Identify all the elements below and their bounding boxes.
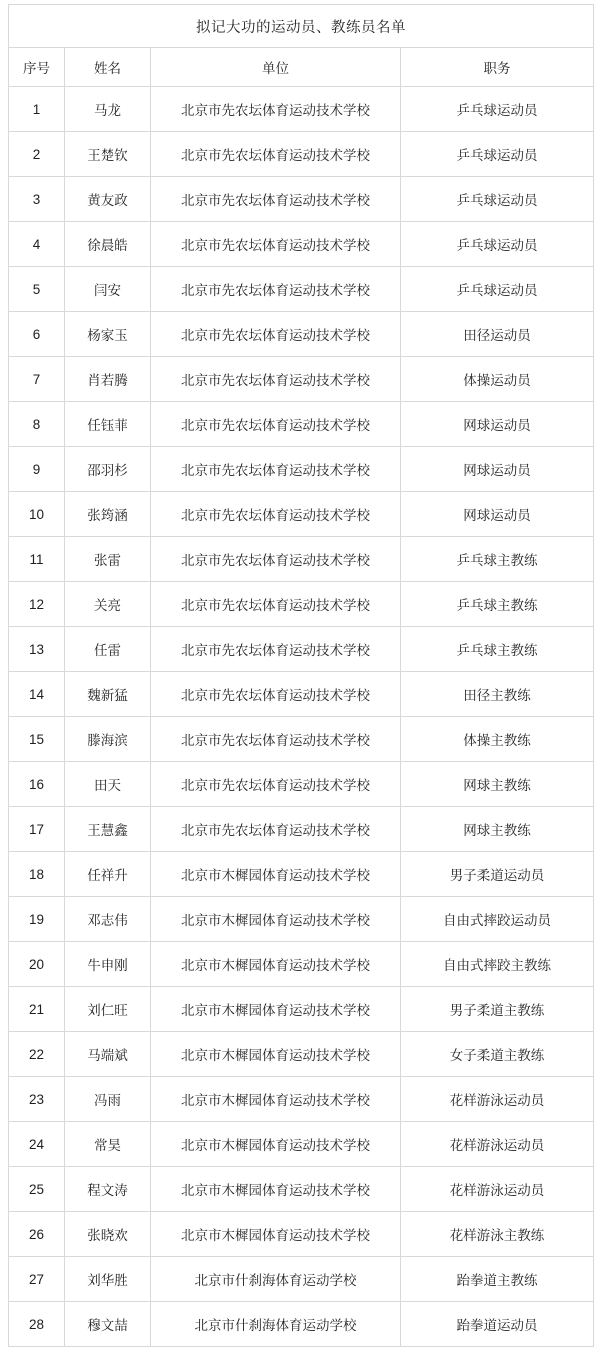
row-role: 网球运动员 (401, 447, 594, 492)
row-unit: 北京市木樨园体育运动技术学校 (151, 1032, 401, 1077)
row-name: 牛申刚 (65, 942, 151, 987)
row-unit: 北京市木樨园体育运动技术学校 (151, 1167, 401, 1212)
table-body (9, 87, 594, 1347)
row-role: 花样游泳运动员 (401, 1122, 594, 1167)
table-row (9, 942, 594, 987)
row-index: 27 (9, 1257, 65, 1302)
row-name: 闫安 (65, 267, 151, 312)
row-role: 田径主教练 (401, 672, 594, 717)
row-name: 马龙 (65, 87, 151, 132)
table-row (9, 627, 594, 672)
row-role: 乒乓球运动员 (401, 132, 594, 177)
row-role: 女子柔道主教练 (401, 1032, 594, 1077)
row-role: 乒乓球运动员 (401, 177, 594, 222)
row-name: 张筠涵 (65, 492, 151, 537)
row-name: 肖若腾 (65, 357, 151, 402)
row-role: 乒乓球运动员 (401, 267, 594, 312)
row-role: 乒乓球运动员 (401, 222, 594, 267)
row-role: 乒乓球主教练 (401, 582, 594, 627)
row-role: 乒乓球运动员 (401, 87, 594, 132)
row-unit: 北京市木樨园体育运动技术学校 (151, 1077, 401, 1122)
table-row (9, 1077, 594, 1122)
row-index: 5 (9, 267, 65, 312)
row-role: 体操主教练 (401, 717, 594, 762)
row-index: 22 (9, 1032, 65, 1077)
row-name: 杨家玉 (65, 312, 151, 357)
row-name: 邵羽杉 (65, 447, 151, 492)
row-index: 1 (9, 87, 65, 132)
row-role: 网球主教练 (401, 762, 594, 807)
row-unit: 北京市先农坛体育运动技术学校 (151, 132, 401, 177)
table-row (9, 357, 594, 402)
row-index: 19 (9, 897, 65, 942)
row-name: 刘华胜 (65, 1257, 151, 1302)
row-name: 徐晨皓 (65, 222, 151, 267)
row-name: 魏新猛 (65, 672, 151, 717)
table-row (9, 672, 594, 717)
row-role: 花样游泳运动员 (401, 1077, 594, 1122)
row-role: 网球运动员 (401, 492, 594, 537)
table-row (9, 582, 594, 627)
row-unit: 北京市木樨园体育运动技术学校 (151, 987, 401, 1032)
table-row (9, 897, 594, 942)
row-index: 24 (9, 1122, 65, 1167)
row-unit: 北京市先农坛体育运动技术学校 (151, 402, 401, 447)
table-row (9, 132, 594, 177)
row-unit: 北京市木樨园体育运动技术学校 (151, 897, 401, 942)
table-row (9, 492, 594, 537)
row-role: 体操运动员 (401, 357, 594, 402)
table-row (9, 1212, 594, 1257)
row-role: 花样游泳主教练 (401, 1212, 594, 1257)
row-unit: 北京市先农坛体育运动技术学校 (151, 537, 401, 582)
row-index: 13 (9, 627, 65, 672)
row-name: 穆文喆 (65, 1302, 151, 1347)
table-row (9, 177, 594, 222)
row-index: 18 (9, 852, 65, 897)
row-index: 26 (9, 1212, 65, 1257)
row-index: 7 (9, 357, 65, 402)
row-unit: 北京市先农坛体育运动技术学校 (151, 177, 401, 222)
row-unit: 北京市什刹海体育运动学校 (151, 1257, 401, 1302)
row-index: 28 (9, 1302, 65, 1347)
row-unit: 北京市先农坛体育运动技术学校 (151, 447, 401, 492)
table-row (9, 1032, 594, 1077)
row-role: 男子柔道运动员 (401, 852, 594, 897)
table-row (9, 222, 594, 267)
row-unit: 北京市先农坛体育运动技术学校 (151, 267, 401, 312)
row-role: 网球运动员 (401, 402, 594, 447)
column-header-role: 职务 (401, 48, 594, 87)
row-name: 任雷 (65, 627, 151, 672)
page-title: 拟记大功的运动员、教练员名单 (9, 5, 594, 48)
row-name: 黄友政 (65, 177, 151, 222)
row-index: 6 (9, 312, 65, 357)
row-name: 王楚钦 (65, 132, 151, 177)
row-name: 邓志伟 (65, 897, 151, 942)
row-role: 田径运动员 (401, 312, 594, 357)
table-row (9, 267, 594, 312)
row-name: 张雷 (65, 537, 151, 582)
table-row (9, 1257, 594, 1302)
row-unit: 北京市先农坛体育运动技术学校 (151, 717, 401, 762)
row-role: 乒乓球主教练 (401, 537, 594, 582)
row-unit: 北京市先农坛体育运动技术学校 (151, 87, 401, 132)
row-unit: 北京市先农坛体育运动技术学校 (151, 762, 401, 807)
table-row (9, 987, 594, 1032)
column-header-name: 姓名 (65, 48, 151, 87)
row-index: 20 (9, 942, 65, 987)
table-row (9, 807, 594, 852)
row-unit: 北京市先农坛体育运动技术学校 (151, 627, 401, 672)
row-index: 2 (9, 132, 65, 177)
row-unit: 北京市先农坛体育运动技术学校 (151, 807, 401, 852)
row-index: 10 (9, 492, 65, 537)
row-role: 自由式摔跤主教练 (401, 942, 594, 987)
row-index: 23 (9, 1077, 65, 1122)
row-index: 14 (9, 672, 65, 717)
table-row (9, 537, 594, 582)
row-index: 15 (9, 717, 65, 762)
table-row (9, 762, 594, 807)
row-name: 任钰菲 (65, 402, 151, 447)
row-name: 任祥升 (65, 852, 151, 897)
row-unit: 北京市木樨园体育运动技术学校 (151, 1122, 401, 1167)
table-row (9, 447, 594, 492)
row-index: 21 (9, 987, 65, 1032)
row-index: 3 (9, 177, 65, 222)
table-row (9, 87, 594, 132)
row-role: 跆拳道运动员 (401, 1302, 594, 1347)
row-index: 11 (9, 537, 65, 582)
row-role: 跆拳道主教练 (401, 1257, 594, 1302)
row-unit: 北京市什刹海体育运动学校 (151, 1302, 401, 1347)
row-name: 程文涛 (65, 1167, 151, 1212)
row-role: 男子柔道主教练 (401, 987, 594, 1032)
row-name: 常昊 (65, 1122, 151, 1167)
row-unit: 北京市木樨园体育运动技术学校 (151, 942, 401, 987)
row-index: 17 (9, 807, 65, 852)
row-name: 关亮 (65, 582, 151, 627)
row-name: 刘仁旺 (65, 987, 151, 1032)
table-title-row (9, 5, 594, 48)
table-row (9, 852, 594, 897)
table-row (9, 402, 594, 447)
table-row (9, 1122, 594, 1167)
row-index: 4 (9, 222, 65, 267)
table-column-header-row (9, 48, 594, 87)
row-unit: 北京市先农坛体育运动技术学校 (151, 492, 401, 537)
row-role: 自由式摔跤运动员 (401, 897, 594, 942)
row-unit: 北京市木樨园体育运动技术学校 (151, 1212, 401, 1257)
table-row (9, 1167, 594, 1212)
row-index: 16 (9, 762, 65, 807)
row-unit: 北京市先农坛体育运动技术学校 (151, 312, 401, 357)
row-unit: 北京市先农坛体育运动技术学校 (151, 582, 401, 627)
row-unit: 北京市木樨园体育运动技术学校 (151, 852, 401, 897)
row-index: 25 (9, 1167, 65, 1212)
table-row (9, 1302, 594, 1347)
row-name: 王慧鑫 (65, 807, 151, 852)
column-header-unit: 单位 (151, 48, 401, 87)
row-role: 乒乓球主教练 (401, 627, 594, 672)
row-name: 滕海滨 (65, 717, 151, 762)
table-row (9, 717, 594, 762)
row-role: 网球主教练 (401, 807, 594, 852)
row-name: 张晓欢 (65, 1212, 151, 1257)
row-index: 9 (9, 447, 65, 492)
table-row (9, 312, 594, 357)
row-index: 12 (9, 582, 65, 627)
row-index: 8 (9, 402, 65, 447)
row-unit: 北京市先农坛体育运动技术学校 (151, 222, 401, 267)
row-name: 冯雨 (65, 1077, 151, 1122)
row-role: 花样游泳运动员 (401, 1167, 594, 1212)
column-header-index: 序号 (9, 48, 65, 87)
row-unit: 北京市先农坛体育运动技术学校 (151, 357, 401, 402)
row-unit: 北京市先农坛体育运动技术学校 (151, 672, 401, 717)
row-name: 田天 (65, 762, 151, 807)
table-header (9, 5, 594, 87)
roster-table (8, 4, 594, 1347)
row-name: 马端斌 (65, 1032, 151, 1077)
